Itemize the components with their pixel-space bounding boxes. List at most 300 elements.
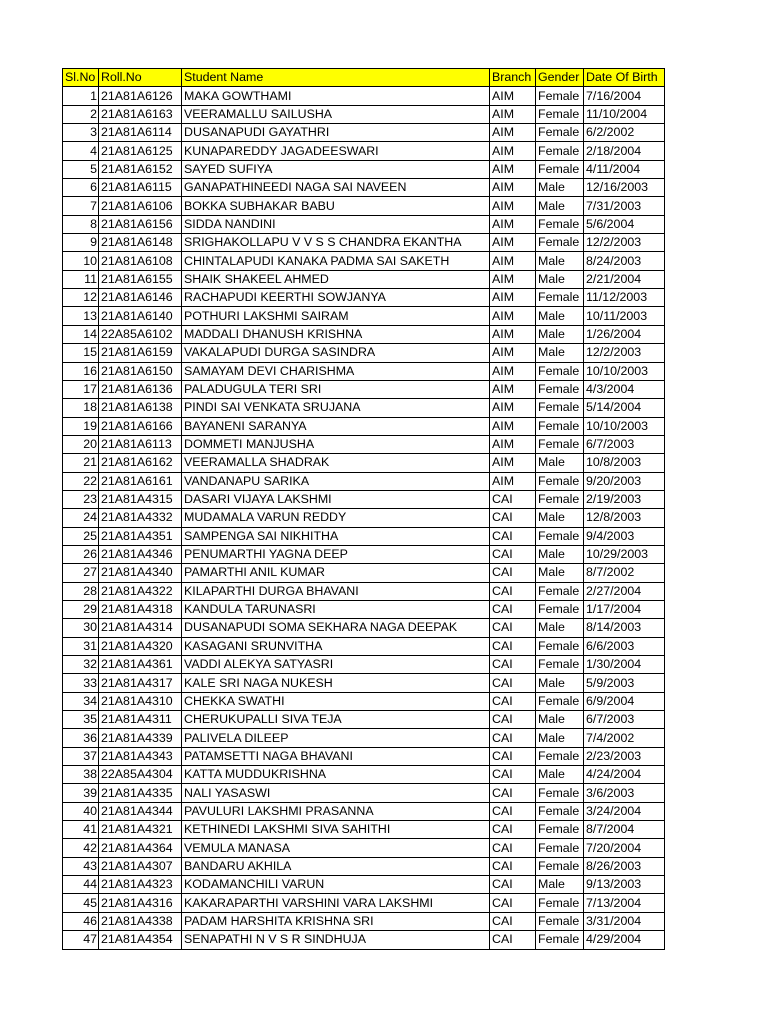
cell-student-name: VEERAMALLU SAILUSHA: [182, 105, 490, 123]
cell-gender: Male: [536, 729, 584, 747]
cell-roll-no: 21A81A6148: [99, 234, 182, 252]
table-row: [63, 307, 665, 325]
cell-roll-no: 21A81A6136: [99, 380, 182, 398]
cell-roll-no: 21A81A4340: [99, 564, 182, 582]
cell-roll-no: 21A81A4323: [99, 876, 182, 894]
cell-branch: CAI: [490, 766, 536, 784]
cell-date-of-birth: 8/14/2003: [584, 619, 665, 637]
cell-student-name: PALADUGULA TERI SRI: [182, 380, 490, 398]
cell-roll-no: 21A81A6113: [99, 435, 182, 453]
cell-gender: Female: [536, 105, 584, 123]
cell-date-of-birth: 9/13/2003: [584, 876, 665, 894]
cell-sl-no: 17: [63, 380, 99, 398]
cell-date-of-birth: 2/21/2004: [584, 270, 665, 288]
cell-branch: CAI: [490, 802, 536, 820]
header-date-of-birth: Date Of Birth: [584, 69, 665, 87]
table-row: [63, 105, 665, 123]
cell-roll-no: 21A81A6159: [99, 344, 182, 362]
cell-date-of-birth: 1/26/2004: [584, 325, 665, 343]
cell-gender: Male: [536, 564, 584, 582]
cell-date-of-birth: 8/26/2003: [584, 857, 665, 875]
cell-date-of-birth: 10/11/2003: [584, 307, 665, 325]
cell-sl-no: 47: [63, 931, 99, 949]
cell-gender: Male: [536, 876, 584, 894]
cell-sl-no: 29: [63, 600, 99, 618]
cell-sl-no: 45: [63, 894, 99, 912]
cell-sl-no: 39: [63, 784, 99, 802]
cell-branch: CAI: [490, 545, 536, 563]
cell-date-of-birth: 7/4/2002: [584, 729, 665, 747]
cell-roll-no: 21A81A6114: [99, 124, 182, 142]
cell-student-name: KUNAPAREDDY JAGADEESWARI: [182, 142, 490, 160]
cell-student-name: RACHAPUDI KEERTHI SOWJANYA: [182, 289, 490, 307]
cell-sl-no: 41: [63, 821, 99, 839]
header-branch: Branch: [490, 69, 536, 87]
cell-roll-no: 21A81A4338: [99, 912, 182, 930]
cell-gender: Male: [536, 179, 584, 197]
cell-roll-no: 21A81A6150: [99, 362, 182, 380]
cell-date-of-birth: 6/6/2003: [584, 637, 665, 655]
cell-gender: Female: [536, 582, 584, 600]
cell-date-of-birth: 5/14/2004: [584, 399, 665, 417]
cell-branch: CAI: [490, 637, 536, 655]
cell-branch: AIM: [490, 124, 536, 142]
table-row: [63, 674, 665, 692]
table-row: [63, 252, 665, 270]
cell-sl-no: 31: [63, 637, 99, 655]
cell-sl-no: 33: [63, 674, 99, 692]
cell-gender: Female: [536, 912, 584, 930]
cell-roll-no: 21A81A4320: [99, 637, 182, 655]
cell-branch: CAI: [490, 729, 536, 747]
cell-student-name: KASAGANI SRUNVITHA: [182, 637, 490, 655]
table-row: [63, 344, 665, 362]
cell-roll-no: 21A81A4311: [99, 711, 182, 729]
cell-date-of-birth: 5/6/2004: [584, 215, 665, 233]
cell-branch: AIM: [490, 215, 536, 233]
table-body: [63, 87, 665, 949]
cell-roll-no: 21A81A4351: [99, 527, 182, 545]
cell-student-name: POTHURI LAKSHMI SAIRAM: [182, 307, 490, 325]
cell-gender: Female: [536, 362, 584, 380]
cell-gender: Male: [536, 197, 584, 215]
cell-date-of-birth: 10/10/2003: [584, 417, 665, 435]
table-row: [63, 472, 665, 490]
cell-branch: CAI: [490, 747, 536, 765]
cell-branch: CAI: [490, 821, 536, 839]
table-header: [63, 69, 665, 87]
cell-gender: Male: [536, 766, 584, 784]
table-row: [63, 747, 665, 765]
cell-roll-no: 21A81A4339: [99, 729, 182, 747]
cell-roll-no: 21A81A4332: [99, 509, 182, 527]
cell-sl-no: 21: [63, 454, 99, 472]
cell-student-name: KAKARAPARTHI VARSHINI VARA LAKSHMI: [182, 894, 490, 912]
cell-date-of-birth: 2/18/2004: [584, 142, 665, 160]
cell-gender: Male: [536, 619, 584, 637]
cell-roll-no: 21A81A4335: [99, 784, 182, 802]
cell-roll-no: 21A81A6126: [99, 87, 182, 105]
table-row: [63, 399, 665, 417]
cell-student-name: NALI YASASWI: [182, 784, 490, 802]
cell-gender: Female: [536, 839, 584, 857]
cell-sl-no: 1: [63, 87, 99, 105]
cell-gender: Female: [536, 656, 584, 674]
table-row: [63, 362, 665, 380]
cell-sl-no: 27: [63, 564, 99, 582]
cell-sl-no: 15: [63, 344, 99, 362]
cell-sl-no: 22: [63, 472, 99, 490]
cell-gender: Male: [536, 270, 584, 288]
cell-gender: Female: [536, 747, 584, 765]
cell-sl-no: 40: [63, 802, 99, 820]
cell-gender: Male: [536, 454, 584, 472]
cell-sl-no: 5: [63, 160, 99, 178]
cell-date-of-birth: 5/9/2003: [584, 674, 665, 692]
cell-branch: AIM: [490, 472, 536, 490]
cell-student-name: SAYED SUFIYA: [182, 160, 490, 178]
cell-date-of-birth: 9/20/2003: [584, 472, 665, 490]
table-row: [63, 637, 665, 655]
cell-gender: Male: [536, 674, 584, 692]
cell-date-of-birth: 4/11/2004: [584, 160, 665, 178]
cell-gender: Male: [536, 344, 584, 362]
cell-date-of-birth: 11/12/2003: [584, 289, 665, 307]
cell-student-name: PENUMARTHI YAGNA DEEP: [182, 545, 490, 563]
cell-student-name: BANDARU AKHILA: [182, 857, 490, 875]
cell-student-name: DUSANAPUDI GAYATHRI: [182, 124, 490, 142]
cell-branch: CAI: [490, 527, 536, 545]
cell-sl-no: 11: [63, 270, 99, 288]
table-row: [63, 711, 665, 729]
cell-date-of-birth: 12/8/2003: [584, 509, 665, 527]
cell-branch: CAI: [490, 674, 536, 692]
cell-date-of-birth: 10/8/2003: [584, 454, 665, 472]
table-row: [63, 894, 665, 912]
cell-student-name: PAMARTHI ANIL KUMAR: [182, 564, 490, 582]
cell-date-of-birth: 2/27/2004: [584, 582, 665, 600]
cell-sl-no: 34: [63, 692, 99, 710]
cell-roll-no: 21A81A6161: [99, 472, 182, 490]
cell-gender: Female: [536, 435, 584, 453]
cell-student-name: MUDAMALA VARUN REDDY: [182, 509, 490, 527]
table-row: [63, 656, 665, 674]
cell-student-name: CHERUKUPALLI SIVA TEJA: [182, 711, 490, 729]
cell-gender: Female: [536, 215, 584, 233]
cell-roll-no: 21A81A6125: [99, 142, 182, 160]
cell-branch: AIM: [490, 234, 536, 252]
table-row: [63, 857, 665, 875]
cell-date-of-birth: 6/9/2004: [584, 692, 665, 710]
table-row: [63, 270, 665, 288]
cell-gender: Female: [536, 857, 584, 875]
table-row: [63, 766, 665, 784]
table-row: [63, 931, 665, 949]
cell-sl-no: 9: [63, 234, 99, 252]
table-row: [63, 417, 665, 435]
cell-gender: Female: [536, 600, 584, 618]
cell-date-of-birth: 4/29/2004: [584, 931, 665, 949]
table-row: [63, 912, 665, 930]
cell-student-name: MADDALI DHANUSH KRISHNA: [182, 325, 490, 343]
cell-gender: Female: [536, 234, 584, 252]
cell-student-name: PINDI SAI VENKATA SRUJANA: [182, 399, 490, 417]
cell-student-name: GANAPATHINEEDI NAGA SAI NAVEEN: [182, 179, 490, 197]
table-row: [63, 600, 665, 618]
cell-roll-no: 21A81A4361: [99, 656, 182, 674]
cell-sl-no: 20: [63, 435, 99, 453]
header-sl-no: Sl.No: [63, 69, 99, 87]
cell-branch: AIM: [490, 454, 536, 472]
cell-roll-no: 21A81A4307: [99, 857, 182, 875]
cell-sl-no: 24: [63, 509, 99, 527]
cell-branch: CAI: [490, 656, 536, 674]
cell-branch: AIM: [490, 417, 536, 435]
cell-sl-no: 36: [63, 729, 99, 747]
cell-date-of-birth: 11/10/2004: [584, 105, 665, 123]
cell-student-name: DUSANAPUDI SOMA SEKHARA NAGA DEEPAK: [182, 619, 490, 637]
cell-sl-no: 25: [63, 527, 99, 545]
cell-sl-no: 35: [63, 711, 99, 729]
cell-roll-no: 21A81A6108: [99, 252, 182, 270]
cell-date-of-birth: 2/23/2003: [584, 747, 665, 765]
cell-roll-no: 21A81A4316: [99, 894, 182, 912]
cell-student-name: PAVULURI LAKSHMI PRASANNA: [182, 802, 490, 820]
cell-student-name: BAYANENI SARANYA: [182, 417, 490, 435]
cell-student-name: KANDULA TARUNASRI: [182, 600, 490, 618]
cell-roll-no: 22A85A4304: [99, 766, 182, 784]
cell-date-of-birth: 12/2/2003: [584, 234, 665, 252]
cell-sl-no: 46: [63, 912, 99, 930]
cell-sl-no: 3: [63, 124, 99, 142]
header-row: [63, 69, 665, 87]
cell-branch: AIM: [490, 197, 536, 215]
cell-sl-no: 32: [63, 656, 99, 674]
cell-branch: AIM: [490, 362, 536, 380]
cell-gender: Female: [536, 527, 584, 545]
cell-sl-no: 16: [63, 362, 99, 380]
cell-sl-no: 14: [63, 325, 99, 343]
cell-branch: CAI: [490, 711, 536, 729]
table-row: [63, 215, 665, 233]
cell-roll-no: 21A81A4318: [99, 600, 182, 618]
cell-branch: AIM: [490, 87, 536, 105]
cell-gender: Female: [536, 490, 584, 508]
cell-branch: AIM: [490, 179, 536, 197]
cell-roll-no: 21A81A6166: [99, 417, 182, 435]
cell-date-of-birth: 1/17/2004: [584, 600, 665, 618]
cell-branch: CAI: [490, 490, 536, 508]
cell-sl-no: 4: [63, 142, 99, 160]
cell-branch: AIM: [490, 380, 536, 398]
cell-roll-no: 21A81A4346: [99, 545, 182, 563]
cell-branch: AIM: [490, 252, 536, 270]
cell-gender: Female: [536, 160, 584, 178]
cell-student-name: VANDANAPU SARIKA: [182, 472, 490, 490]
table-row: [63, 87, 665, 105]
cell-date-of-birth: 9/4/2003: [584, 527, 665, 545]
cell-roll-no: 22A85A6102: [99, 325, 182, 343]
header-roll-no: Roll.No: [99, 69, 182, 87]
table-row: [63, 160, 665, 178]
table-row: [63, 692, 665, 710]
cell-branch: CAI: [490, 784, 536, 802]
cell-date-of-birth: 4/3/2004: [584, 380, 665, 398]
cell-date-of-birth: 6/2/2002: [584, 124, 665, 142]
table-row: [63, 234, 665, 252]
cell-date-of-birth: 8/7/2004: [584, 821, 665, 839]
table-row: [63, 527, 665, 545]
cell-gender: Female: [536, 380, 584, 398]
cell-sl-no: 12: [63, 289, 99, 307]
cell-sl-no: 43: [63, 857, 99, 875]
table-row: [63, 490, 665, 508]
cell-branch: AIM: [490, 105, 536, 123]
cell-date-of-birth: 6/7/2003: [584, 711, 665, 729]
cell-gender: Male: [536, 252, 584, 270]
cell-roll-no: 21A81A4317: [99, 674, 182, 692]
cell-date-of-birth: 12/16/2003: [584, 179, 665, 197]
cell-student-name: SIDDA NANDINI: [182, 215, 490, 233]
cell-branch: CAI: [490, 894, 536, 912]
cell-student-name: SAMPENGA SAI NIKHITHA: [182, 527, 490, 545]
cell-gender: Female: [536, 784, 584, 802]
cell-branch: CAI: [490, 857, 536, 875]
cell-roll-no: 21A81A6140: [99, 307, 182, 325]
student-table: [62, 68, 665, 950]
cell-roll-no: 21A81A4344: [99, 802, 182, 820]
cell-student-name: VEMULA MANASA: [182, 839, 490, 857]
cell-student-name: VEERAMALLA SHADRAK: [182, 454, 490, 472]
cell-student-name: KETHINEDI LAKSHMI SIVA SAHITHI: [182, 821, 490, 839]
cell-roll-no: 21A81A4314: [99, 619, 182, 637]
cell-date-of-birth: 2/19/2003: [584, 490, 665, 508]
table-row: [63, 142, 665, 160]
cell-date-of-birth: 6/7/2003: [584, 435, 665, 453]
cell-student-name: BOKKA SUBHAKAR BABU: [182, 197, 490, 215]
table-row: [63, 325, 665, 343]
cell-roll-no: 21A81A6156: [99, 215, 182, 233]
cell-sl-no: 42: [63, 839, 99, 857]
cell-date-of-birth: 10/29/2003: [584, 545, 665, 563]
cell-branch: CAI: [490, 564, 536, 582]
cell-date-of-birth: 8/7/2002: [584, 564, 665, 582]
cell-gender: Male: [536, 325, 584, 343]
cell-roll-no: 21A81A6162: [99, 454, 182, 472]
cell-student-name: CHEKKA SWATHI: [182, 692, 490, 710]
cell-roll-no: 21A81A6115: [99, 179, 182, 197]
table-row: [63, 545, 665, 563]
cell-roll-no: 21A81A6146: [99, 289, 182, 307]
cell-gender: Female: [536, 821, 584, 839]
cell-date-of-birth: 4/24/2004: [584, 766, 665, 784]
cell-student-name: KILAPARTHI DURGA BHAVANI: [182, 582, 490, 600]
cell-student-name: PALIVELA DILEEP: [182, 729, 490, 747]
cell-student-name: VAKALAPUDI DURGA SASINDRA: [182, 344, 490, 362]
cell-branch: CAI: [490, 931, 536, 949]
cell-roll-no: 21A81A6138: [99, 399, 182, 417]
cell-gender: Male: [536, 545, 584, 563]
cell-branch: CAI: [490, 509, 536, 527]
table-row: [63, 197, 665, 215]
cell-student-name: PATAMSETTI NAGA BHAVANI: [182, 747, 490, 765]
cell-branch: AIM: [490, 270, 536, 288]
header-gender: Gender: [536, 69, 584, 87]
table-row: [63, 380, 665, 398]
cell-gender: Male: [536, 711, 584, 729]
cell-gender: Female: [536, 802, 584, 820]
cell-student-name: DOMMETI MANJUSHA: [182, 435, 490, 453]
cell-gender: Female: [536, 637, 584, 655]
cell-date-of-birth: 7/20/2004: [584, 839, 665, 857]
cell-roll-no: 21A81A6106: [99, 197, 182, 215]
cell-sl-no: 30: [63, 619, 99, 637]
cell-branch: CAI: [490, 692, 536, 710]
cell-gender: Female: [536, 417, 584, 435]
cell-student-name: KALE SRI NAGA NUKESH: [182, 674, 490, 692]
cell-sl-no: 26: [63, 545, 99, 563]
cell-branch: CAI: [490, 912, 536, 930]
cell-student-name: SRIGHAKOLLAPU V V S S CHANDRA EKANTHA: [182, 234, 490, 252]
cell-date-of-birth: 3/6/2003: [584, 784, 665, 802]
cell-roll-no: 21A81A6152: [99, 160, 182, 178]
cell-gender: Female: [536, 124, 584, 142]
table-row: [63, 821, 665, 839]
cell-gender: Female: [536, 472, 584, 490]
cell-student-name: MAKA GOWTHAMI: [182, 87, 490, 105]
table-row: [63, 619, 665, 637]
cell-branch: AIM: [490, 344, 536, 362]
table-row: [63, 876, 665, 894]
table-row: [63, 729, 665, 747]
cell-roll-no: 21A81A4354: [99, 931, 182, 949]
cell-branch: AIM: [490, 435, 536, 453]
cell-gender: Female: [536, 289, 584, 307]
cell-sl-no: 6: [63, 179, 99, 197]
cell-branch: CAI: [490, 582, 536, 600]
cell-student-name: KATTA MUDDUKRISHNA: [182, 766, 490, 784]
table-row: [63, 124, 665, 142]
cell-sl-no: 8: [63, 215, 99, 233]
cell-branch: AIM: [490, 160, 536, 178]
cell-roll-no: 21A81A4321: [99, 821, 182, 839]
cell-branch: CAI: [490, 876, 536, 894]
cell-roll-no: 21A81A4322: [99, 582, 182, 600]
cell-sl-no: 19: [63, 417, 99, 435]
cell-sl-no: 28: [63, 582, 99, 600]
cell-roll-no: 21A81A6155: [99, 270, 182, 288]
cell-roll-no: 21A81A4310: [99, 692, 182, 710]
cell-branch: AIM: [490, 307, 536, 325]
cell-sl-no: 7: [63, 197, 99, 215]
cell-date-of-birth: 7/31/2003: [584, 197, 665, 215]
table-row: [63, 784, 665, 802]
table-row: [63, 839, 665, 857]
cell-student-name: KODAMANCHILI VARUN: [182, 876, 490, 894]
cell-gender: Female: [536, 399, 584, 417]
table-row: [63, 509, 665, 527]
table-row: [63, 454, 665, 472]
table-row: [63, 802, 665, 820]
cell-student-name: SENAPATHI N V S R SINDHUJA: [182, 931, 490, 949]
cell-gender: Female: [536, 931, 584, 949]
cell-sl-no: 13: [63, 307, 99, 325]
cell-sl-no: 18: [63, 399, 99, 417]
cell-branch: CAI: [490, 839, 536, 857]
table-row: [63, 564, 665, 582]
cell-date-of-birth: 3/24/2004: [584, 802, 665, 820]
cell-roll-no: 21A81A6163: [99, 105, 182, 123]
